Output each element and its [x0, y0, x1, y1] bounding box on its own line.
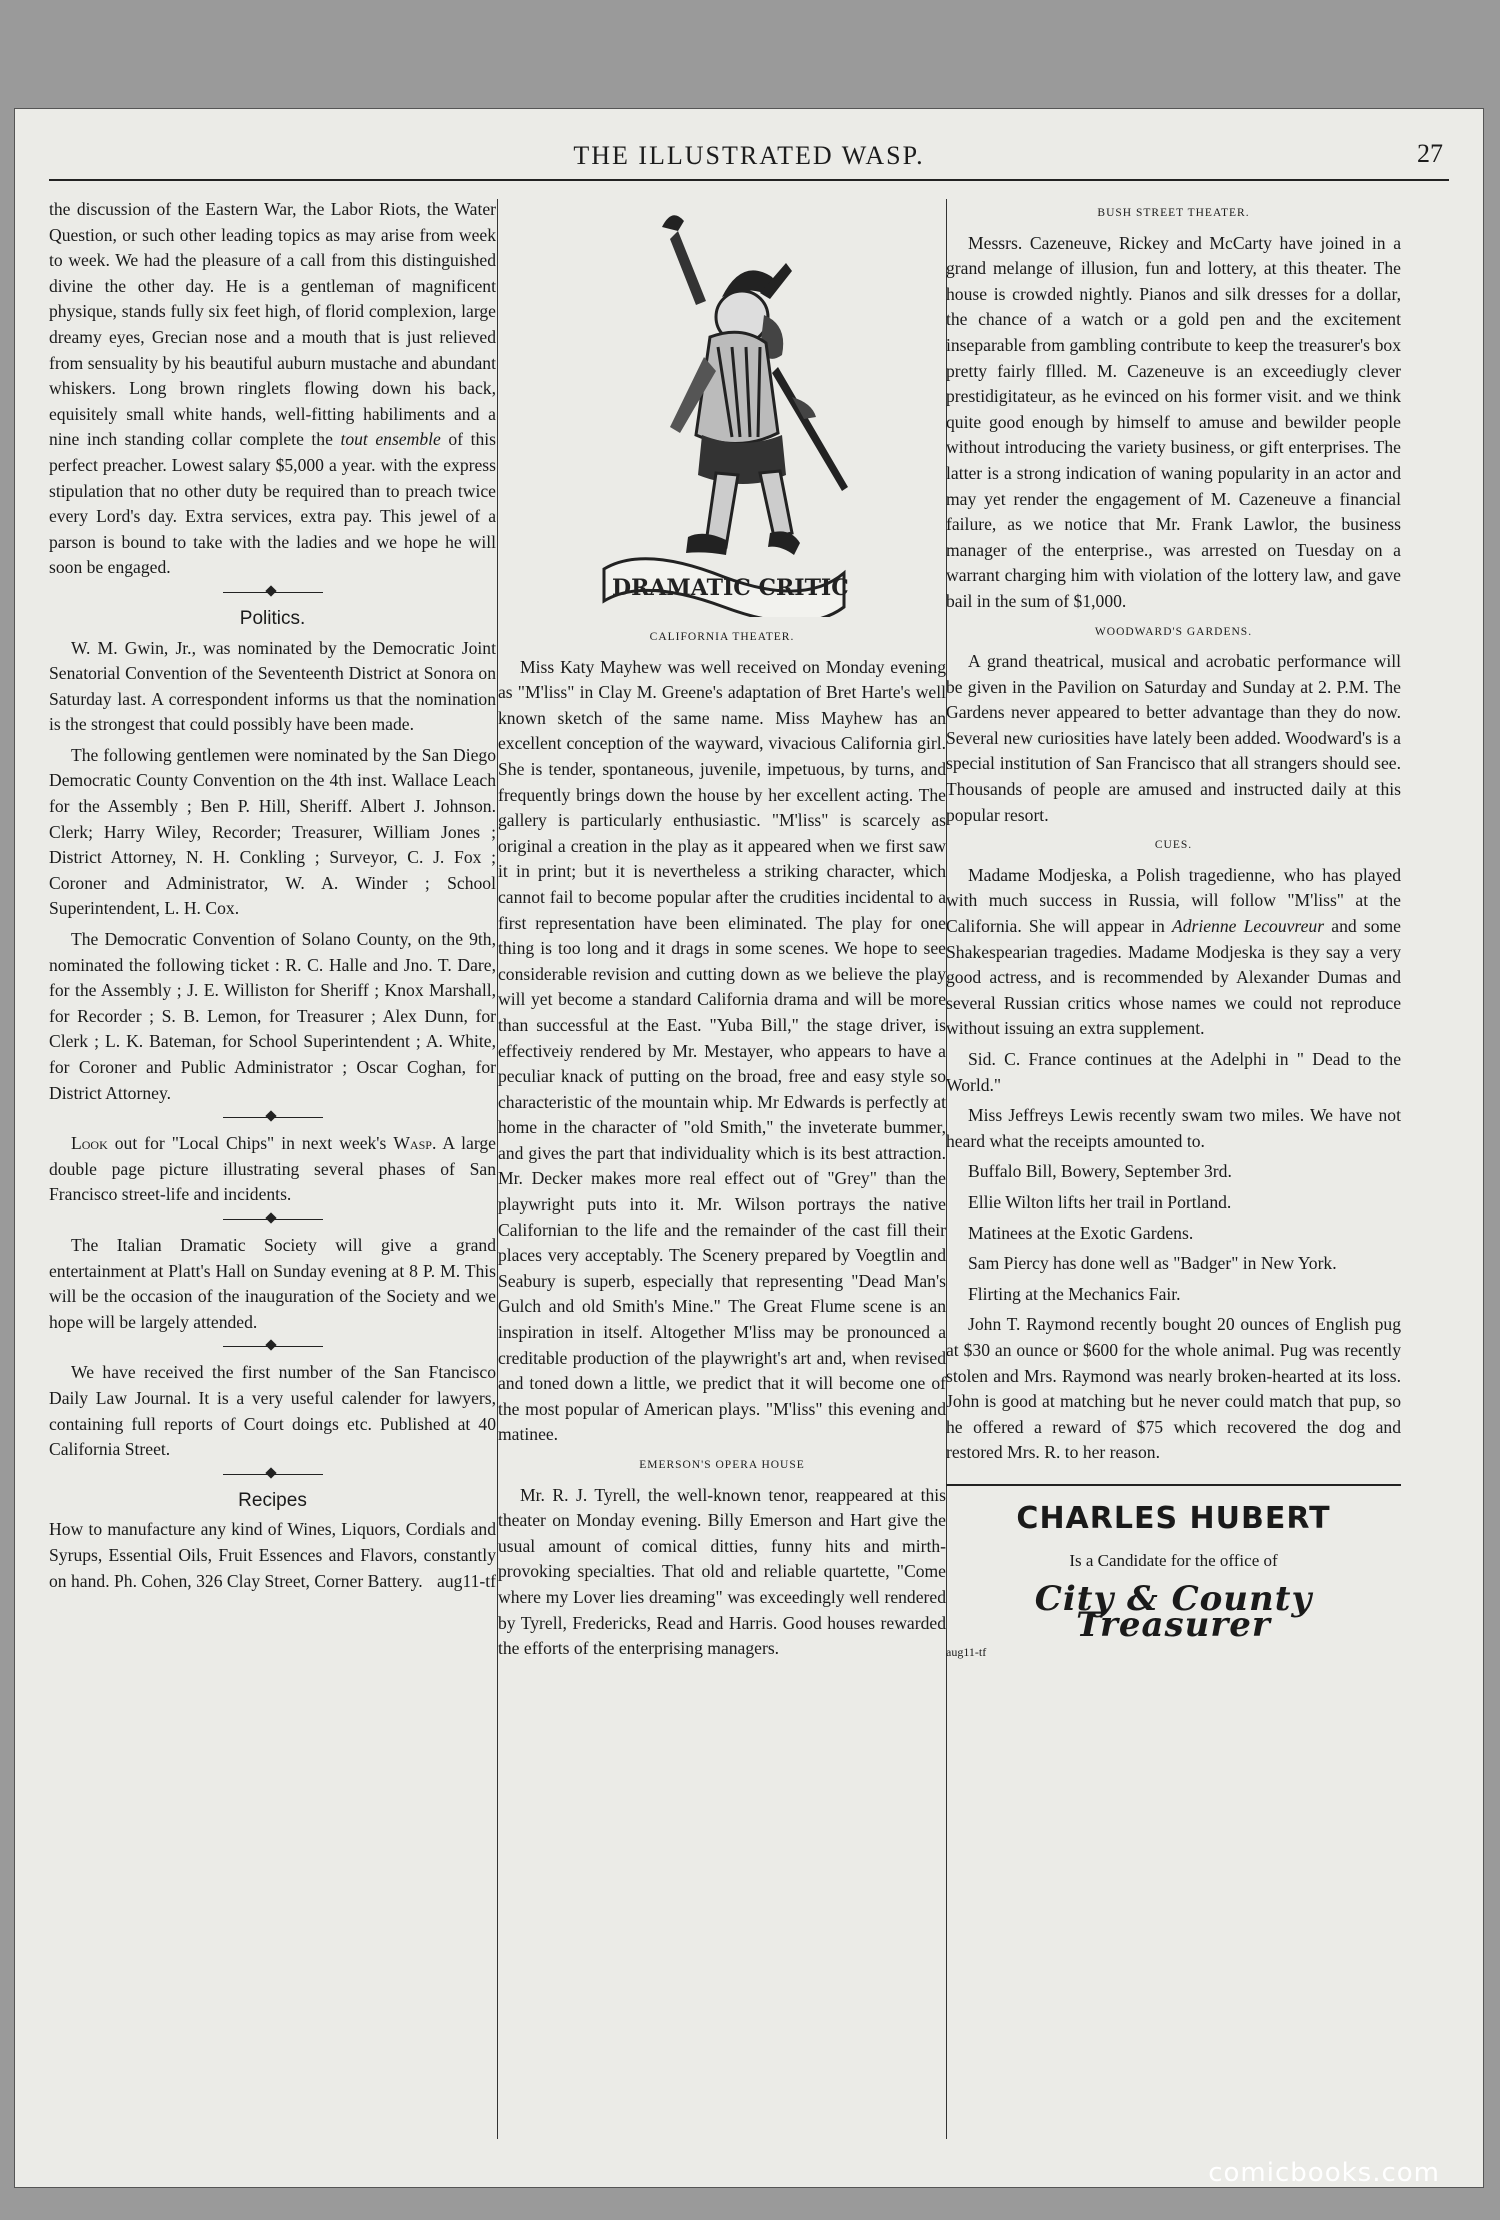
cue-item: John T. Raymond recently bought 20 ounces of English pug at $30 an ounce or $600 for the whole animal. Pug was recently stolen and Mrs. Raymond was nearly broken-hearted at its loss. John is good at matching but he never could match that pup, so he offered a reward of $75 which recovered the dog and restored Mrs. R. to her reason.	[946, 1314, 1401, 1463]
section-heading-california: CALIFORNIA THEATER.	[649, 631, 795, 643]
page-title: THE ILLUSTRATED WASP.	[573, 141, 925, 170]
section-heading-bush: BUSH STREET THEATER.	[1097, 207, 1250, 219]
page-header	[15, 139, 1483, 179]
ad-subline: Is a Candidate for the office of	[1069, 1550, 1278, 1570]
article-paragraph: Messrs. Cazeneuve, Rickey and McCarty have joined in a grand melange of illusion, fun and lottery, at this theater. The house is crowded nightly. Pianos and silk dresses for a dollar, the chance of a watch or a gold pen and the excitement inseparable from gambling contribute to keep the treasurer's box pretty fairly fllled. M. Cazeneuve is an exceediugly clever prestidigitateur, as he evinced on his former visit. and we think quite good enough by himself to amuse and bewilder people without introducing the variety business, or gift enterprises. The latter is a strong indication of waning popularity in an actor and may yet render the engagement of M. Cazeneuve a financial failure, as we notice that Mr. Frank Lawlor, the business manager of the enterprise., was arrested on Tuesday on a warrant charging him with violation of the lottery law, and gave bail in the sum of $1,000.	[946, 232, 1401, 611]
candidate-advertisement	[946, 1484, 1401, 1666]
page-number: 27	[1417, 139, 1443, 168]
article-paragraph: The Democratic Convention of Solano County, on the 9th, nominated the following ticket : R. C. Halle and Jno. T. Dare, for the Assembly ; J. E. Williston for Sheriff ; Knox Marshall, for Recorder ; S. B. Lemon, for Treasurer ; Alex Dunn, for Clerk ; L. K. Bateman, for School Superintendent ; A. White, for Coroner and Public Administrator ; Oscar Coghan, for District Attorney.	[49, 929, 496, 1103]
section-heading-emerson: EMERSON'S OPERA HOUSE	[639, 1459, 805, 1471]
separator-ornament	[223, 1468, 323, 1482]
article-paragraph: Madame Modjeska, a Polish tragedienne, who has played with much success in Russia, will follow "M'liss" at the California. She will appear in Adrienne Lecouvreur and some Shakespearian tragedies. Madame Modjeska is they say a very good actress, and is recommended by Alexander Dumas and several Russian critics whose names we could not reproduce without issuing an extra supplement.	[946, 864, 1401, 1039]
article-paragraph: the discussion of the Eastern War, the Labor Riots, the Water Question, or such other leading topics as may arise from week to week. We had the pleasure of a call from this distinguished divine the other day. He is a gentleman of magnificent physique, stands fully six feet high, of florid complexion, large dreamy eyes, Grecian nose and a mouth that is just relieved from sensuality by his beautiful auburn mustache and abundant whiskers. Long brown ringlets flowing down his back, equisitely small white hands, well-fitting habiliments and a nine inch standing collar complete the tout ensemble of this perfect preacher. Lowest salary $5,000 a year. with the express stipulation that no other duty be required than to preach twice every Lord's day. Extra services, extra pay. This jewel of a parson is bound to take with the ladies and we hope he will soon be engaged.	[49, 199, 496, 578]
ad-office-title: City & County Treasurer	[1034, 1579, 1313, 1645]
newspaper-page	[14, 108, 1484, 2188]
article-paragraph: The following gentlemen were nominated by the San Diego Democratic County Convention on the 4th inst. Wallace Leach for the Assembly ; Ben P. Hill, Sheriff. Albert J. Johnson. Clerk; Harry Wiley, Recorder; Treasurer, William Jones ; District Attorney, N. H. Conkling ; Surveyor, C. J. Fox ; Coroner and Administrator, W. A. Winder ; School Superintendent, L. H. Cox.	[49, 744, 496, 919]
cue-item: Buffalo Bill, Bowery, September 3rd.	[968, 1161, 1232, 1182]
separator-ornament	[223, 586, 323, 600]
article-paragraph: How to manufacture any kind of Wines, Liquors, Cordials and Syrups, Essential Oils, Fruit Essences and Flavors, constantly on hand. Ph. Cohen, 326 Clay Street, Corner Battery. aug11-tf	[49, 1517, 496, 1594]
article-paragraph: The Italian Dramatic Society will give a grand entertainment at Platt's Hall on Sunday evening at 8 P. M. This will be the occasion of the inauguration of the Society and we hope will be largely attended.	[49, 1234, 496, 1332]
ad-candidate-name: CHARLES HUBERT	[1016, 1500, 1331, 1536]
article-paragraph: Mr. R. J. Tyrell, the well-known tenor, reappeared at this theater on Monday evening. Billy Emerson and Hart give the usual amount of comical ditties, funny hits and mirth-provoking specialties. That old and reliable quartette, "Come where my Lover lies dreaming" was exceedingly well rendered by Tyrell, Fredericks, Read and Harris. Good houses rewarded the efforts of the enterprising managers.	[498, 1484, 946, 1659]
dramatic-critic-illustration	[592, 197, 852, 617]
section-heading-politics: Politics.	[239, 607, 306, 629]
separator-ornament	[223, 1213, 323, 1227]
article-paragraph: Look out for "Local Chips" in next week's Wasp. A large double page picture illustrating several phases of San Francisco street-life and incidents.	[49, 1133, 496, 1205]
article-paragraph: Miss Katy Mayhew was well received on Monday evening as "M'liss" in Clay M. Greene's adaptation of Bret Harte's well known sketch of the same name. Miss Mayhew has an excellent conception of the wayward, vivacious California girl. She is tender, spontaneous, juvenile, impetuous, by turns, and frequently brings down the house by her excellent acting. The gallery is particularly enthusiastic. "M'liss" is scarcely as original a creation in the play as it appeared when we first saw it in print; but it is nevertheless a striking character, which cannot fail to become popular after the crudities incidental to a first representation have been eliminated. The play for one thing is too long and it drags in some scenes. We hope to see considerable revision and cutting down as we believe the play will yet become a standard California drama and will be more than successful at the East. "Yuba Bill," the stage driver, is effectiveiy rendered by Mr. Mestayer, who appears to have a peculiar knack of putting on the broad, free and easy style so characteristic of the mountain whip. Mr Edwards is perfectly at home in the character of "old Smith," the inveterate bummer, and gives the part that individuality which is its best attraction. Mr. Decker makes more real effect out of "Grey" than the playwright puts into it. Mr. Wilson portrays the native Californian to the life and the remainder of the cast fill their places very acceptably. The Scenery prepared by Voegtlin and Seabury is superb, especially that representing "Dead Man's Gulch and old Smith's Mine." The Great Flume scene is an inspiration in itself. Altogether M'liss may be pronounced a creditable production of the playwright's art and, when revised and toned down a little, we predict that it will become one of the most popular of American plays. "M'liss" this evening and matinee.	[498, 656, 946, 1445]
section-heading-woodward: WOODWARD'S GARDENS.	[1094, 625, 1253, 638]
column-right	[946, 197, 1401, 2139]
article-paragraph: We have received the first number of the San Ftancisco Daily Law Journal. It is a very useful calender for lawyers, containing full reports of Court doings etc. Published at 40 California Street.	[49, 1362, 496, 1460]
separator-ornament	[223, 1340, 323, 1354]
cue-item: Miss Jeffreys Lewis recently swam two miles. We have not heard what the receipts amounted to.	[946, 1105, 1401, 1151]
header-rule	[49, 179, 1449, 181]
cue-item: Sid. C. France continues at the Adelphi in " Dead to the World."	[946, 1049, 1401, 1095]
separator-ornament	[223, 1111, 323, 1125]
column-middle	[498, 197, 946, 2139]
ad-rule	[946, 1484, 1401, 1486]
column-left	[49, 197, 496, 2139]
cue-item: Ellie Wilton lifts her trail in Portland.	[968, 1191, 1232, 1212]
ad-code: aug11-tf	[437, 1570, 496, 1591]
cue-item: Flirting at the Mechanics Fair.	[968, 1283, 1181, 1304]
illustration-caption: DRAMATIC CRITIC	[612, 575, 849, 601]
ad-code: aug11-tf	[946, 1645, 987, 1660]
cue-item: Matinees at the Exotic Gardens.	[968, 1222, 1194, 1243]
article-paragraph: W. M. Gwin, Jr., was nominated by the Democratic Joint Senatorial Convention of the Seventeenth District at Sonora on Saturday last. A correspondent informs us that the nomination is the strongest that could possibly have been made.	[49, 637, 496, 735]
section-heading-recipes: Recipes	[238, 1489, 307, 1511]
article-paragraph: A grand theatrical, musical and acrobatic performance will be given in the Pavilion on Saturday and Sunday at 2. P.M. The Gardens never appeared to better advantage than they do now. Several new curiosities have lately been added. Woodward's is a special institution of San Francisco that all strangers should see. Thousands of people are amused and instructed daily at this popular resort.	[946, 651, 1401, 825]
cue-item: Sam Piercy has done well as "Badger" in New York.	[968, 1253, 1337, 1274]
section-heading-cues: CUES.	[1154, 839, 1193, 852]
watermark: comicbooks.com	[1208, 2158, 1440, 2188]
